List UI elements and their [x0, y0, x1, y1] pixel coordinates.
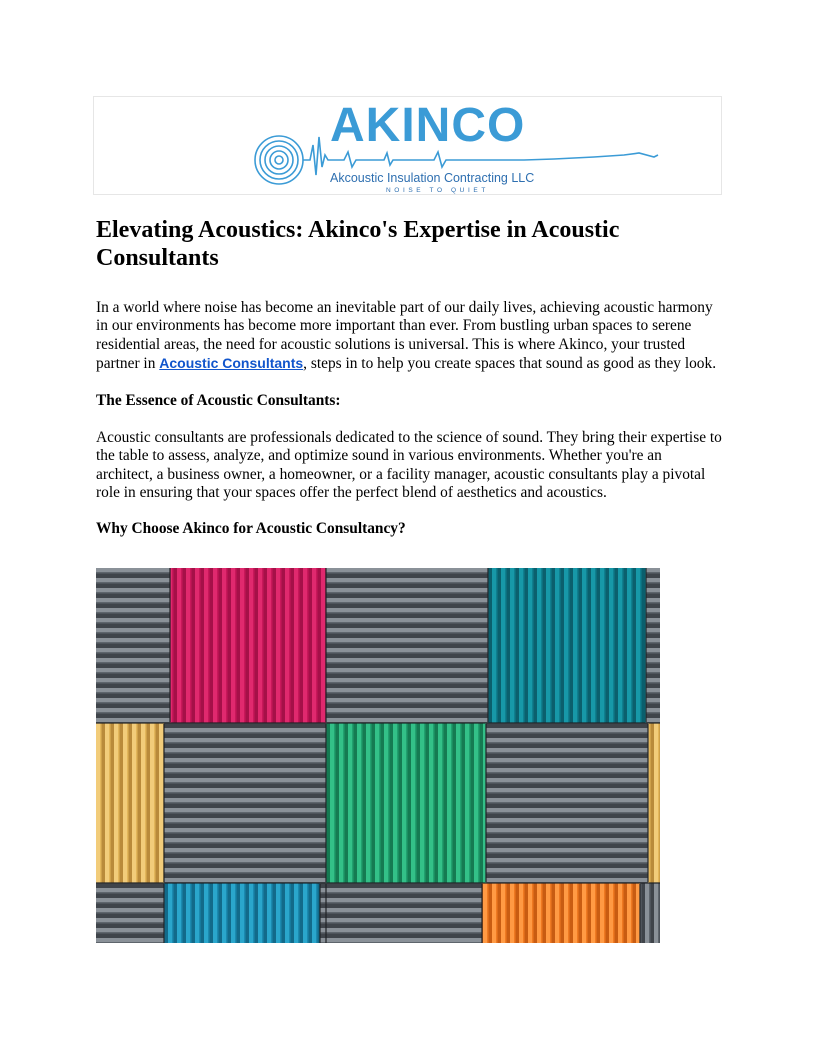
article: [96, 216, 722, 550]
panel-gray: [640, 883, 660, 943]
panel-magenta: [170, 568, 326, 723]
acoustic-foam-panels-picture: [96, 568, 660, 943]
intro-text-start: In a world where noise has become an inevitable part of our daily lives, achieving acoustic harmony in our environments has become more important than ever. From bustling urban spaces to serene residential areas, the need for acoustic solutions is universal. This is where Akinco, your trusted partner in: [96, 299, 713, 372]
section-heading-essence: The Essence of Acoustic Consultants:: [96, 392, 341, 410]
panel-teal: [488, 568, 646, 723]
panel-gray: [96, 568, 170, 723]
panel-gray: [164, 723, 326, 883]
panel-orange: [482, 883, 640, 943]
intro-text-end: , steps in to help you create spaces that sound as good as they look.: [303, 354, 717, 372]
panel-blue: [164, 883, 320, 943]
logo-tagline: NOISE TO QUIET: [386, 187, 489, 194]
panel-gray: [486, 723, 648, 883]
panel-gray: [96, 883, 164, 943]
akinco-logo: [94, 97, 723, 196]
panel-yellow: [648, 723, 660, 883]
logo-banner: [93, 96, 722, 195]
panel-gray: [326, 568, 488, 723]
panel-gray: [646, 568, 660, 723]
acoustic-consultants-link[interactable]: Acoustic Consultants: [159, 354, 304, 371]
acoustic-panels-image: [96, 568, 660, 943]
panel-green: [326, 723, 486, 883]
logo-name: AKINCO: [330, 99, 526, 152]
panel-yellow: [96, 723, 164, 883]
article-title: Elevating Acoustics: Akinco's Expertise in Acoustic Consultants: [96, 217, 620, 271]
section-heading-why-choose: Why Choose Akinco for Acoustic Consultancy?: [96, 520, 406, 538]
logo-subtitle: Akcoustic Insulation Contracting LLC: [330, 171, 535, 185]
essence-paragraph: Acoustic consultants are professionals dedicated to the science of sound. They bring their expertise to the table to assess, analyze, and optimize sound in various environments. Whether you're an architect, a business owner, a homeowner, or a facility manager, acoustic consultants play a pivotal role in ensuring that your spaces offer the perfect blend of aesthetics and acoustics.: [96, 429, 722, 502]
intro-paragraph: [96, 299, 722, 373]
sound-ripple-icon: [255, 136, 303, 184]
panel-gray: [320, 883, 482, 943]
